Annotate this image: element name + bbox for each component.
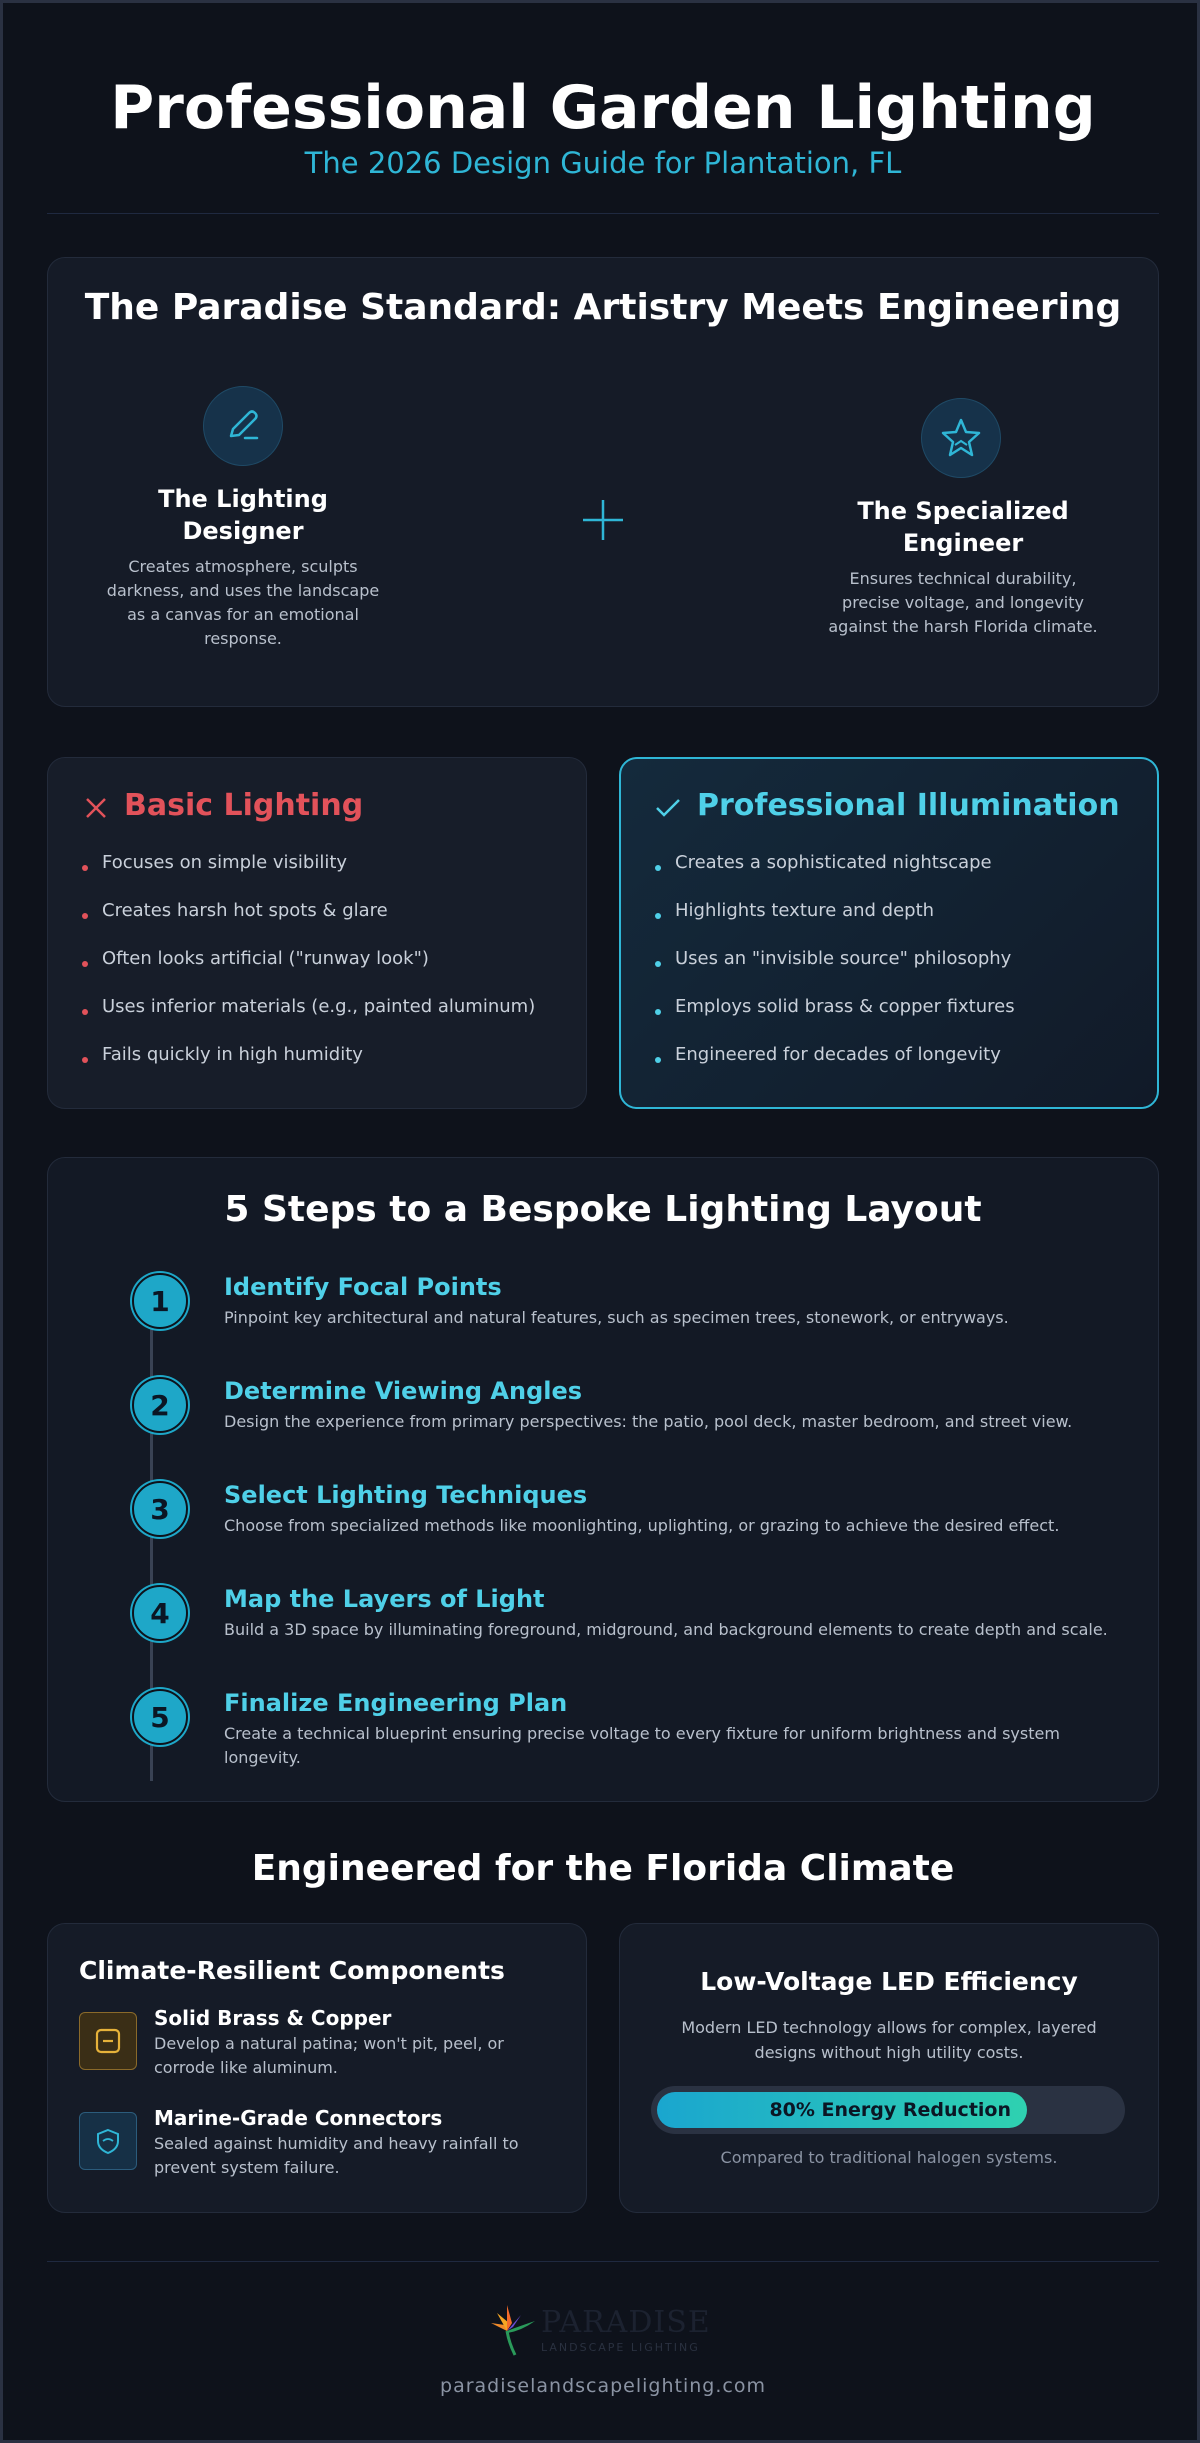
climate-title: Engineered for the Florida Climate: [251, 1848, 955, 1889]
engineer-text: [803, 567, 1123, 639]
step-description: [224, 1514, 1124, 1538]
basic-lighting-item: Fails quickly in high humidity: [102, 1044, 363, 1065]
professional-illumination-bullet: [655, 913, 661, 919]
designer-text: [93, 555, 393, 651]
professional-illumination-item: Creates a sophisticated nightscape: [675, 852, 992, 873]
step-connector-line: [150, 1745, 153, 1781]
designer-title-line1: The Lighting: [158, 485, 328, 513]
basic-lighting-title: Basic Lighting: [124, 788, 364, 823]
step-description-line1: Choose from specialized methods like moonlighting, uplighting, or grazing to achieve the desired effect.: [224, 1516, 1060, 1535]
step-description-line1: Pinpoint key architectural and natural features, such as specimen trees, stonework, or entryways.: [224, 1308, 1009, 1327]
step-number: 3: [132, 1481, 188, 1537]
connectors-text-line2: prevent system failure.: [154, 2158, 340, 2177]
step-description: [224, 1722, 1124, 1770]
professional-illumination-bullet: [655, 865, 661, 871]
header-divider: [47, 213, 1159, 214]
brass-text-line2: corrode like aluminum.: [154, 2058, 338, 2077]
engineer-title: [813, 495, 1113, 559]
step-number: 2: [132, 1377, 188, 1433]
step-number: 4: [132, 1585, 188, 1641]
energy-bar-label: 80% Energy Reduction: [769, 2099, 1011, 2121]
professional-illumination-title: Professional Illumination: [697, 788, 1120, 823]
step-title: Identify Focal Points: [224, 1273, 502, 1301]
basic-lighting-bullet: [82, 1057, 88, 1063]
brass-title: Solid Brass & Copper: [154, 2006, 392, 2030]
led-text-line2: designs without high utility costs.: [754, 2043, 1024, 2062]
step-title: Map the Layers of Light: [224, 1585, 545, 1613]
steps-title: 5 Steps to a Bespoke Lighting Layout: [224, 1189, 982, 1230]
connectors-text: [154, 2132, 519, 2180]
step-connector-line: [150, 1329, 153, 1377]
step-number: 1: [132, 1273, 188, 1329]
engineer-text-line2: precise voltage, and longevity: [842, 593, 1084, 612]
engineer-text-line3: against the harsh Florida climate.: [828, 617, 1098, 636]
star-badge-icon: [921, 398, 1001, 478]
professional-illumination-item: Engineered for decades of longevity: [675, 1044, 1001, 1065]
professional-illumination-bullet: [655, 961, 661, 967]
professional-illumination-bullet: [655, 1009, 661, 1015]
page-title: Professional Garden Lighting: [110, 73, 1096, 143]
basic-lighting-bullet: [82, 1009, 88, 1015]
basic-lighting-item: Often looks artificial ("runway look"): [102, 948, 429, 969]
led-text-line1: Modern LED technology allows for complex, layered: [681, 2018, 1097, 2037]
step-description: [224, 1410, 1124, 1434]
professional-illumination-item: Highlights texture and depth: [675, 900, 935, 921]
basic-lighting-bullet: [82, 865, 88, 871]
basic-lighting-item: Focuses on simple visibility: [102, 852, 348, 873]
engineer-title-line1: The Specialized: [857, 497, 1069, 525]
professional-illumination-item: Employs solid brass & copper fixtures: [675, 996, 1015, 1017]
step-connector-line: [150, 1641, 153, 1689]
professional-illumination-item: Uses an "invisible source" philosophy: [675, 948, 1012, 969]
step-description: [224, 1618, 1124, 1642]
basic-lighting-item: Uses inferior materials (e.g., painted aluminum): [102, 996, 536, 1017]
brass-text: [154, 2032, 504, 2080]
brass-text-line1: Develop a natural patina; won't pit, peel, or: [154, 2034, 504, 2053]
basic-lighting-item: Creates harsh hot spots & glare: [102, 900, 388, 921]
logo-wordmark: PARADISE: [541, 2305, 711, 2340]
designer-title: [93, 483, 393, 547]
step-title: Finalize Engineering Plan: [224, 1689, 568, 1717]
engineer-text-line1: Ensures technical durability,: [849, 569, 1077, 588]
step-number: 5: [132, 1689, 188, 1745]
footer-url[interactable]: paradiselandscapelighting.com: [440, 2375, 766, 2397]
step-description-line2: longevity.: [224, 1748, 301, 1767]
components-title: Climate-Resilient Components: [79, 1956, 505, 1985]
led-text: [619, 2015, 1159, 2065]
step-title: Determine Viewing Angles: [224, 1377, 583, 1405]
step-description-line1: Create a technical blueprint ensuring precise voltage to every fixture for uniform brightness and system: [224, 1724, 1060, 1743]
check-icon: [653, 793, 683, 823]
energy-bar-fill: [657, 2092, 1027, 2128]
page-subtitle: The 2026 Design Guide for Plantation, FL: [304, 146, 902, 180]
steps-card: [47, 1157, 1159, 1802]
pen-icon: [203, 386, 283, 466]
step-connector-line: [150, 1433, 153, 1481]
designer-text-line2: darkness, and uses the landscape: [106, 581, 380, 600]
designer-title-line2: Designer: [182, 517, 304, 545]
designer-text-line1: Creates atmosphere, sculpts: [128, 557, 358, 576]
connectors-text-line1: Sealed against humidity and heavy rainfall to: [154, 2134, 519, 2153]
x-icon: [81, 793, 111, 823]
designer-text-line3: as a canvas for an emotional: [127, 605, 359, 624]
basic-lighting-bullet: [82, 961, 88, 967]
engineer-title-line2: Engineer: [902, 529, 1024, 557]
paradise-standard-title: The Paradise Standard: Artistry Meets Engineering: [84, 287, 1122, 328]
led-caption: Compared to traditional halogen systems.: [720, 2148, 1058, 2167]
brass-box-icon: [79, 2012, 137, 2070]
connectors-title: Marine-Grade Connectors: [154, 2106, 443, 2130]
led-title: Low-Voltage LED Efficiency: [700, 1967, 1078, 1996]
basic-lighting-bullet: [82, 913, 88, 919]
footer-divider: [47, 2261, 1159, 2262]
designer-text-line4: response.: [204, 629, 282, 648]
professional-illumination-bullet: [655, 1057, 661, 1063]
paradise-logo: [477, 2293, 737, 2359]
shield-icon: [79, 2112, 137, 2170]
step-description-line1: Design the experience from primary perspectives: the patio, pool deck, master bedroom, and street view.: [224, 1412, 1073, 1431]
logo-subtext: LANDSCAPE LIGHTING: [541, 2341, 700, 2354]
step-description-line1: Build a 3D space by illuminating foreground, midground, and background elements to create depth and scale.: [224, 1620, 1108, 1639]
step-description: [224, 1306, 1124, 1330]
energy-bar-track: [651, 2086, 1125, 2134]
step-title: Select Lighting Techniques: [224, 1481, 588, 1509]
plus-icon: [578, 495, 628, 545]
step-connector-line: [150, 1537, 153, 1585]
